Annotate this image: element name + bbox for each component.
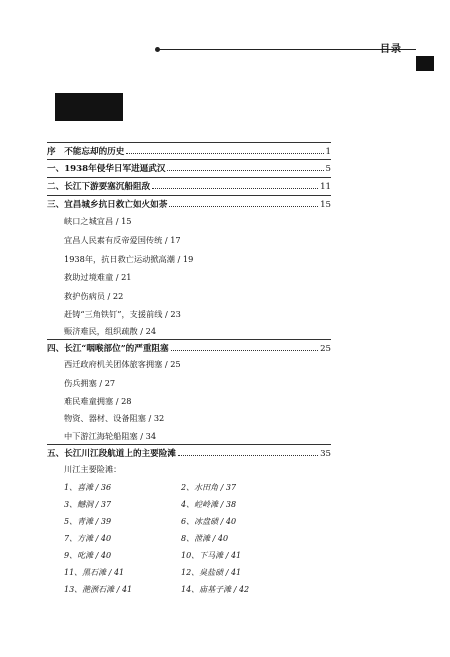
leader-dots	[167, 162, 323, 171]
leader-dots	[178, 447, 318, 456]
rapid-item[interactable]: 2、水田角 / 37	[181, 483, 237, 492]
rapid-item[interactable]: 4、崆岭滩 / 38	[181, 500, 237, 509]
leader-dots	[169, 198, 318, 207]
toc-subentry[interactable]: 赈济难民，组织疏散 / 24	[64, 326, 157, 336]
rapid-item[interactable]: 10、下马滩 / 41	[181, 551, 242, 560]
divider	[47, 339, 331, 340]
toc-entry-preface[interactable]	[47, 145, 331, 159]
toc-entry-chapter-3[interactable]	[47, 198, 331, 212]
entry-label: 一、1938年侵华日军进逼武汉	[47, 164, 166, 174]
toc-entry-chapter-1[interactable]	[47, 162, 331, 176]
rapid-item[interactable]: 14、庙基子滩 / 42	[181, 585, 250, 594]
toc-subentry[interactable]: 物资、器材、设备阻塞 / 32	[64, 413, 165, 423]
toc-subentry[interactable]: 救护伤病员 / 22	[64, 291, 124, 301]
toc-subentry[interactable]: 西迁政府机关团体旅客拥塞 / 25	[64, 359, 181, 369]
toc-subentry[interactable]: 宜昌人民素有反帝爱国传统 / 17	[64, 235, 181, 245]
entry-page: 11	[320, 182, 331, 192]
rapid-item[interactable]: 6、冰盘碛 / 40	[181, 517, 237, 526]
toc-subentry[interactable]: 伤兵拥塞 / 27	[64, 378, 116, 388]
divider	[47, 444, 331, 445]
entry-page: 35	[320, 449, 331, 459]
rapid-item[interactable]: 5、青滩 / 39	[64, 517, 112, 526]
toc-entry-chapter-5[interactable]	[47, 447, 331, 461]
rapids-intro: 川江主要险滩：	[64, 464, 122, 474]
divider	[47, 195, 331, 196]
entry-page: 5	[325, 164, 331, 174]
divider	[47, 177, 331, 178]
page-header-title: 目录	[380, 44, 402, 55]
rapid-item[interactable]: 9、叱滩 / 40	[64, 551, 112, 560]
entry-label: 序 不能忘却的历史	[47, 147, 125, 157]
rapid-item[interactable]: 12、臭盐碛 / 41	[181, 568, 242, 577]
rapid-item[interactable]: 3、鳡洞 / 37	[64, 500, 112, 509]
toc-subentry[interactable]: 赶铸“三角铁钉”，支援前线 / 23	[64, 309, 181, 319]
toc-subentry[interactable]: 1938年，抗日救亡运动掀高潮 / 19	[64, 254, 194, 264]
entry-page: 15	[320, 200, 331, 210]
leader-dots	[171, 342, 318, 351]
divider	[47, 142, 331, 143]
divider	[47, 159, 331, 160]
toc-entry-chapter-4[interactable]	[47, 342, 331, 356]
leader-dots	[126, 145, 323, 154]
leader-dots	[152, 180, 318, 189]
rapid-item[interactable]: 11、黑石滩 / 41	[64, 568, 125, 577]
rapid-item[interactable]: 13、滟滪石滩 / 41	[64, 585, 133, 594]
rapid-item[interactable]: 1、喜滩 / 36	[64, 483, 112, 492]
toc-subentry[interactable]: 难民难童拥塞 / 28	[64, 396, 132, 406]
rapid-item[interactable]: 7、方滩 / 40	[64, 534, 112, 543]
rapid-item[interactable]: 8、泄滩 / 40	[181, 534, 229, 543]
entry-page: 25	[320, 344, 331, 354]
toc-subentry[interactable]: 峡口之城宜昌 / 15	[64, 216, 132, 226]
toc-entry-chapter-2[interactable]	[47, 180, 331, 194]
entry-label: 四、长江“咽喉部位”的严重阻塞	[47, 344, 169, 354]
entry-label: 五、长江川江段航道上的主要险滩	[47, 449, 176, 459]
entry-label: 二、长江下游要塞沉船阻敌	[47, 182, 151, 192]
toc-subentry[interactable]: 救助过境难童 / 21	[64, 272, 132, 282]
entry-label: 三、宜昌城乡抗日救亡如火如荼	[47, 200, 168, 210]
entry-page: 1	[325, 147, 331, 157]
toc-subentry[interactable]: 中下游江海轮船阻塞 / 34	[64, 431, 157, 441]
